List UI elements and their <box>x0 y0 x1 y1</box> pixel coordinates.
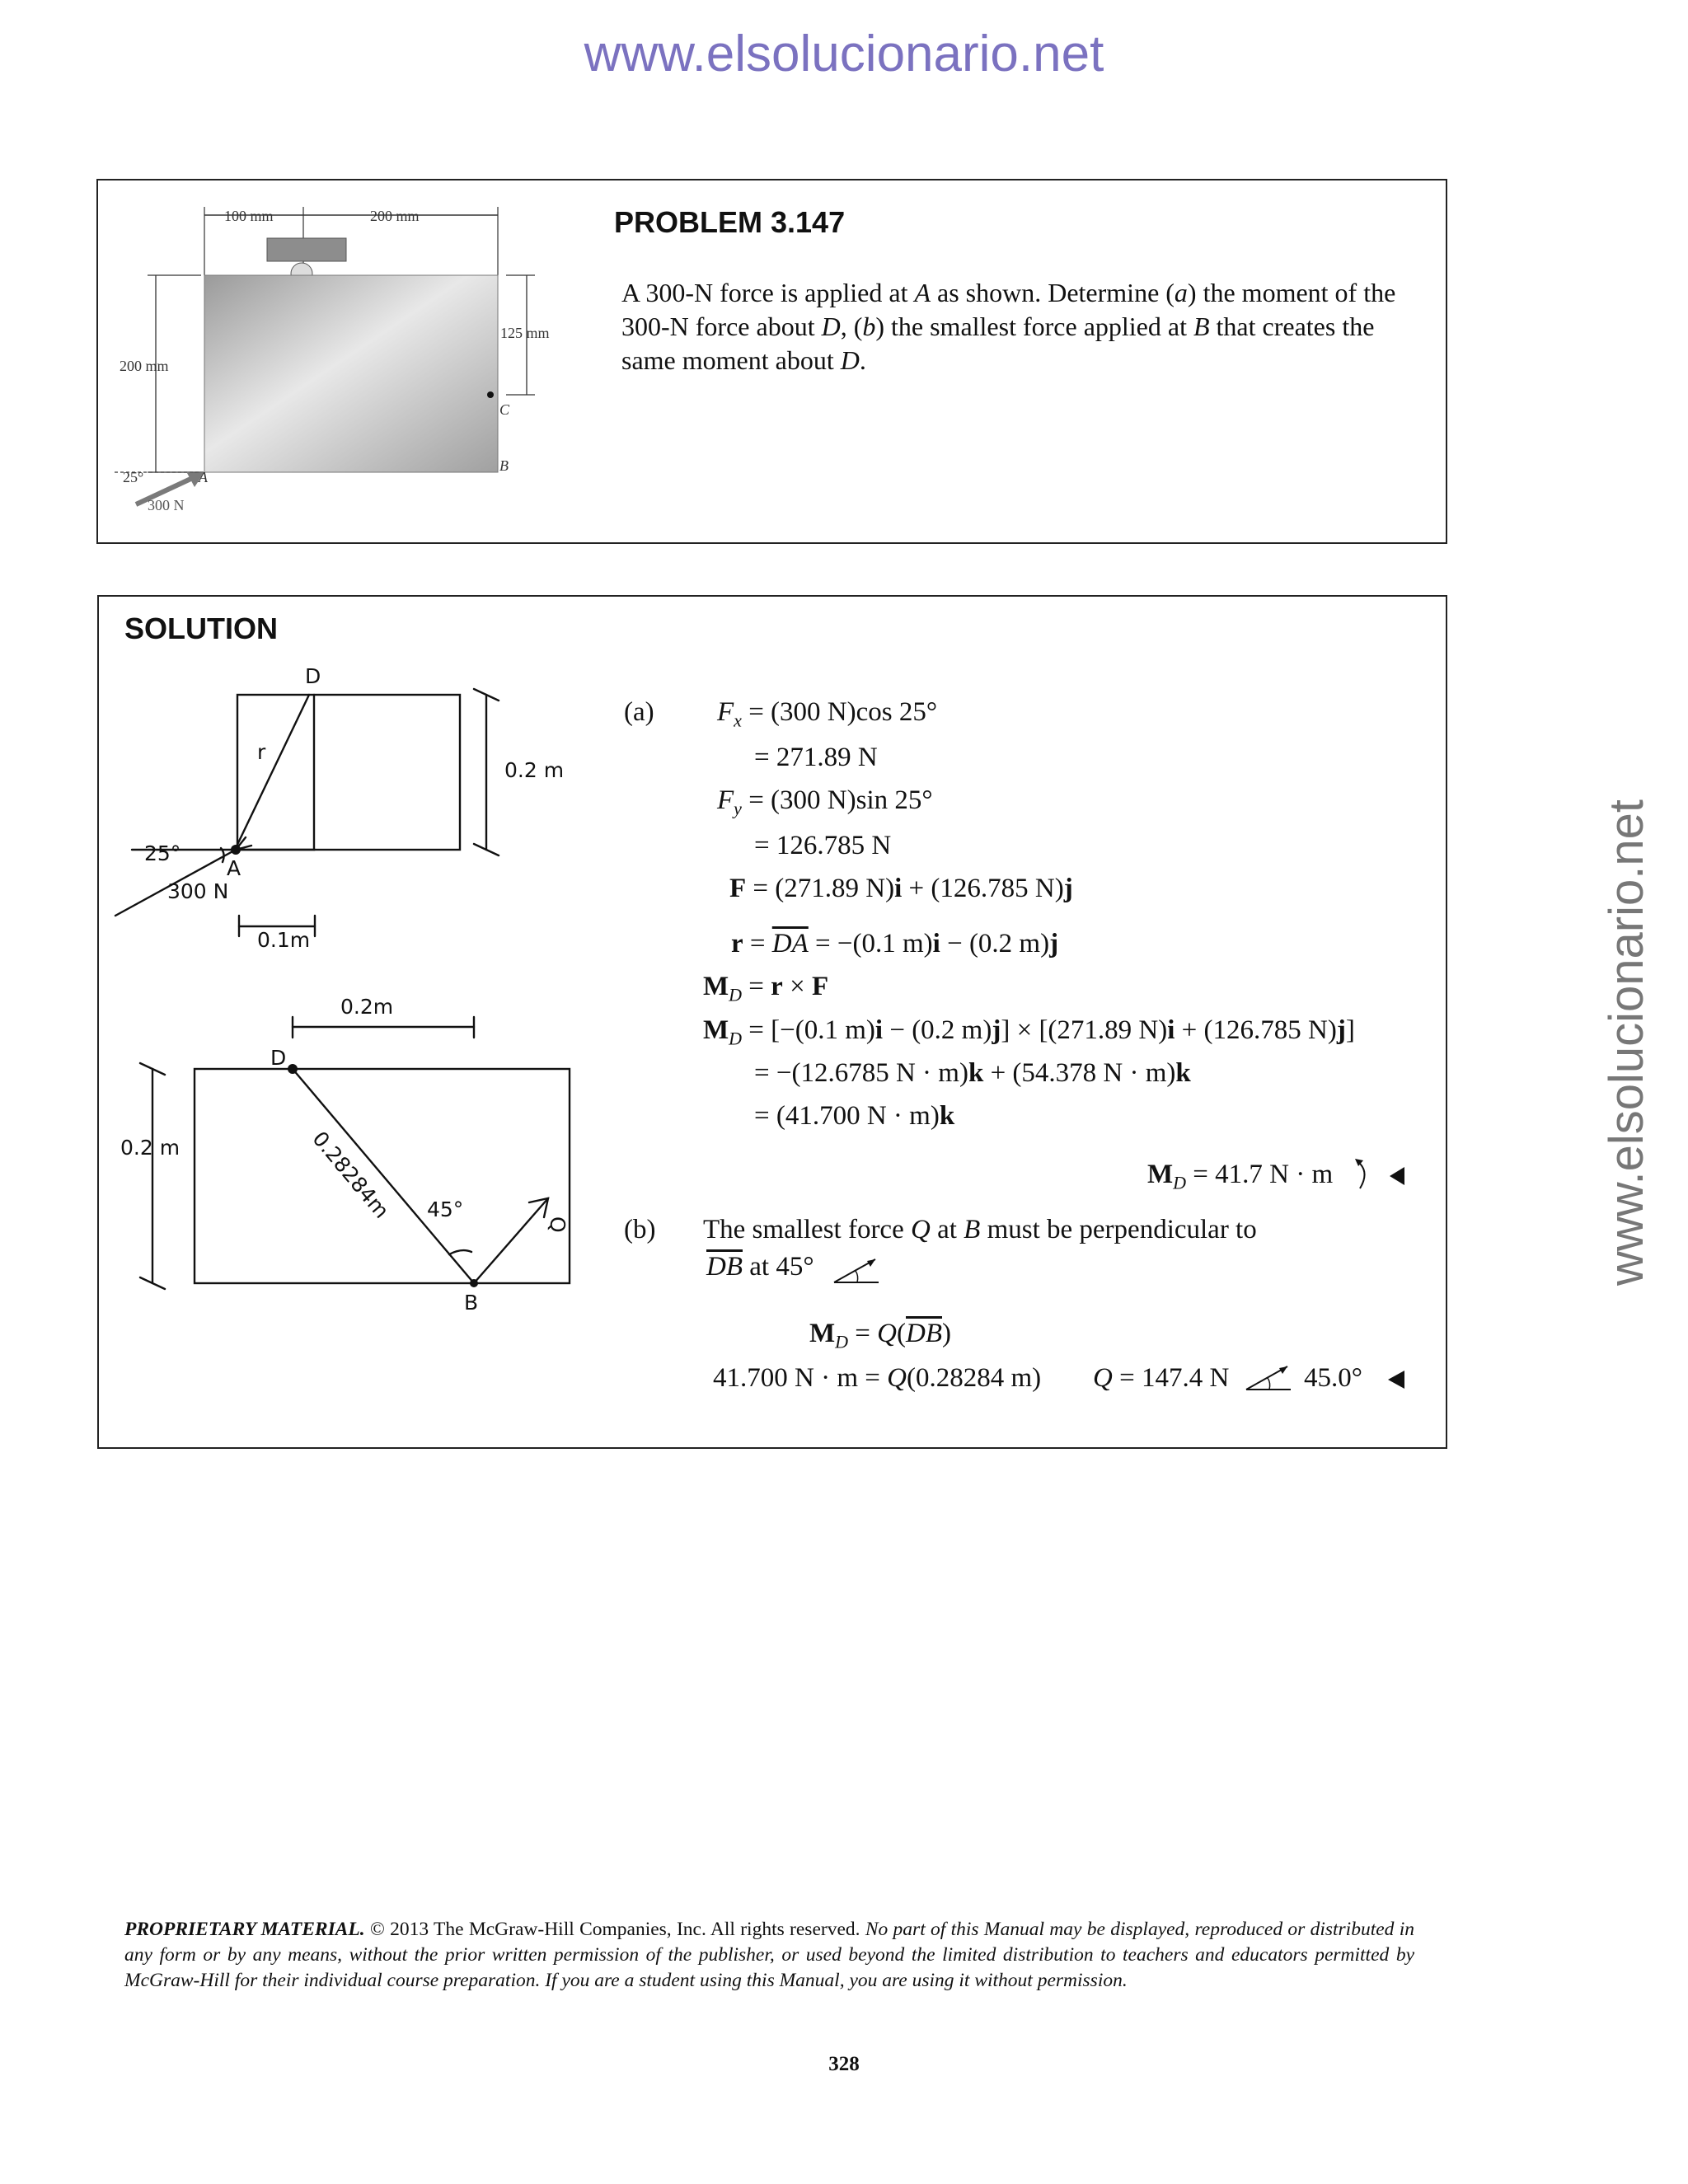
sk1-label-D: D <box>305 664 321 688</box>
eq-a-5: $r = \overline{DA} = -(0.1$ m)i − (0.2 m)j <box>731 929 1059 958</box>
dim-100mm: 100 mm <box>224 208 274 224</box>
sk1-label-A: A <box>227 856 241 880</box>
watermark-top: www.elsolucionario.net <box>584 26 1104 82</box>
text-b: The smallest force Q at B must be perpendicular to <box>703 1215 1257 1244</box>
label-A: A <box>199 469 208 485</box>
answer-b-marker <box>1386 1369 1406 1390</box>
text-b2: $\overline{DB}$ at 45° <box>706 1252 814 1282</box>
label-B: B <box>499 457 509 474</box>
eq-b-1: $M_D = Q(\overline{DB})$ <box>809 1319 952 1352</box>
sk2-label-B: B <box>464 1291 479 1314</box>
support-bracket <box>267 238 346 261</box>
label-300N: 300 N <box>148 497 185 513</box>
problem-figure <box>98 180 609 527</box>
ccw-moment-icon <box>1352 1155 1409 1197</box>
sk1-dim-02m: 0.2 m <box>504 758 565 782</box>
eq-a-2: $F_y = (300$ N)sin 25° <box>717 785 933 819</box>
solution-box <box>97 595 1447 1449</box>
sk1-force: 300 N <box>167 879 229 903</box>
solution-title: SOLUTION <box>124 612 278 645</box>
dim-200mm-top: 200 mm <box>370 208 420 224</box>
answer-b: Q = 147.4 N <box>1093 1363 1230 1393</box>
point-C <box>487 391 494 398</box>
sk2-diag: 0.28284m <box>307 1127 394 1223</box>
eq-a-0: $F_x = (300$ N)cos 25° <box>717 697 938 731</box>
label-angle: 25° <box>123 469 144 485</box>
eq-b-2: 41.700 N · m = Q(0.28284 m) <box>713 1363 1042 1393</box>
eq-a-6: $M_D = r \times F$ <box>703 972 829 1005</box>
solution-sketch-2 <box>99 959 626 1314</box>
sk2-dim-02m-left: 0.2 m <box>120 1136 181 1160</box>
eq-a-9: = (41.700 N · m)k <box>754 1101 955 1131</box>
answer-a-marker <box>1390 1167 1404 1185</box>
eq-a-7: $M_D = [-(0.1$ m)i − (0.2 m)j] × [(271.89 N)i + (126.785 N)j] <box>703 1015 1355 1049</box>
dim-125mm: 125 mm <box>500 325 550 341</box>
eq-a-8: = −(12.6785 N · m)k + (54.378 N · m)k <box>754 1058 1191 1088</box>
part-a-label: (a) <box>624 697 654 727</box>
answer-a: $M_D = 41.7$ N · m <box>1147 1160 1334 1193</box>
label-C: C <box>499 401 510 418</box>
eq-a-3: = 126.785 N <box>754 831 892 860</box>
answer-b-angle: 45.0° <box>1304 1363 1362 1393</box>
sk1-angle: 25° <box>144 841 181 865</box>
sk2-label-Q: Q <box>546 1216 570 1233</box>
eq-a-1: = 271.89 N <box>754 743 878 772</box>
angle-45-icon-2 <box>1245 1363 1294 1393</box>
plate <box>204 275 498 472</box>
sk1-label-r: r <box>257 740 266 764</box>
part-b-label: (b) <box>624 1215 656 1244</box>
sk2-dim-02m-top: 0.2m <box>340 995 394 1019</box>
sk1-dim-01m: 0.1m <box>257 928 311 952</box>
solution-sketch-1 <box>99 597 626 959</box>
problem-box <box>96 179 1447 544</box>
watermark-side: www.elsolucionario.net <box>1600 799 1653 1286</box>
dim-200mm-left: 200 mm <box>120 358 169 374</box>
angle-45-icon <box>832 1256 882 1286</box>
eq-a-4: F = (271.89 N)i + (126.785 N)j <box>729 874 1073 903</box>
page-number: 328 <box>828 2053 860 2075</box>
problem-title: PROBLEM 3.147 <box>614 205 846 239</box>
problem-statement: A 300-N force is applied at A as shown. Determine (a) the moment of the 300-N force about D, (b) the smallest force applied at B that creates the same moment about D. <box>621 278 1396 375</box>
sk2-label-D: D <box>270 1046 287 1070</box>
copyright-footer: PROPRIETARY MATERIAL. © 2013 The McGraw-Hill Companies, Inc. All rights reserved. No part of this Manual may be displayed, reproduced or distributed in any form or by any means, without the prior written permission of the publisher, or used beyond the limited distribution to teachers and educators permitted by McGraw-Hill for their individual course preparation. If you are a student using this Manual, you are using it without permission. <box>124 1919 1415 1991</box>
sk2-angle: 45° <box>427 1197 464 1221</box>
